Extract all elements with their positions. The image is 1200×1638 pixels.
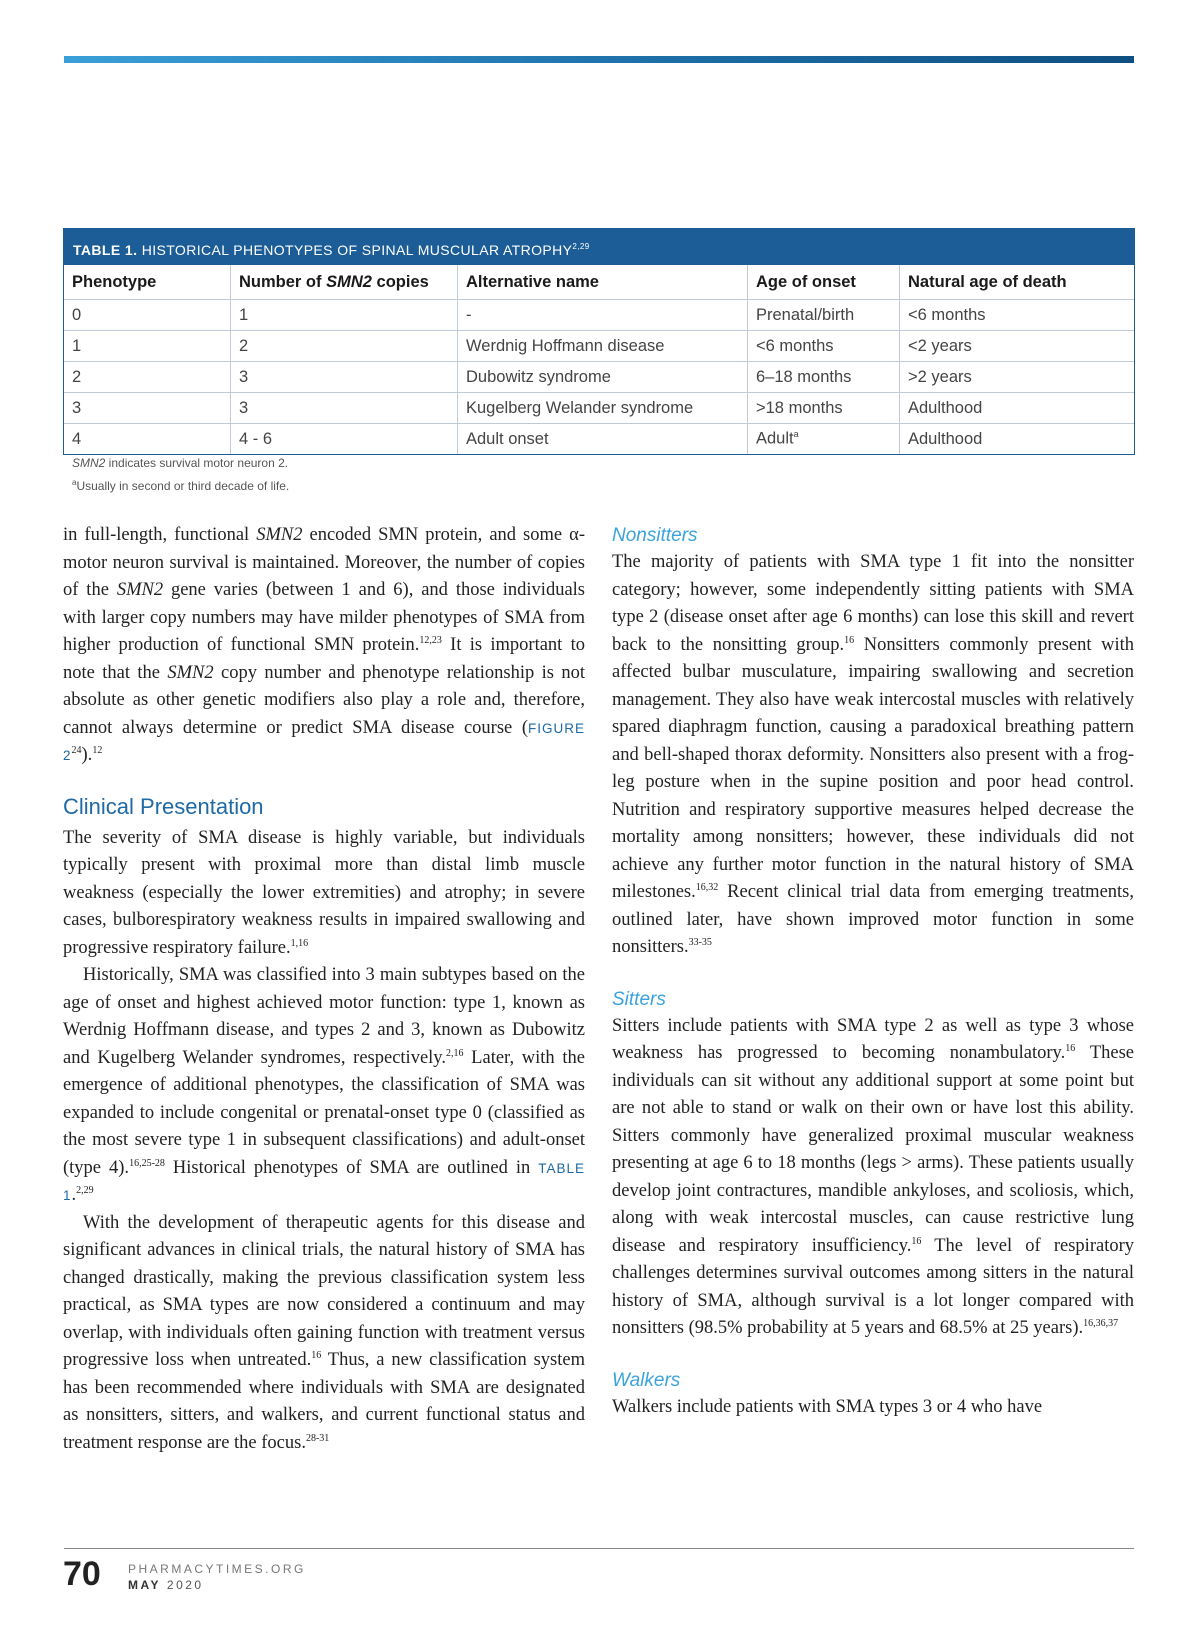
table-caption <box>64 229 1134 265</box>
subheading-walkers: Walkers <box>612 1369 681 1391</box>
cell: - <box>458 300 748 331</box>
section-heading: Clinical Presentation <box>63 793 264 819</box>
subheading-nonsitters: Nonsitters <box>612 525 698 546</box>
right-column <box>612 522 1134 1421</box>
issue-date: MAY 2020 <box>128 1578 204 1592</box>
cell: Adult onset <box>458 424 748 455</box>
cell: Adulthood <box>908 429 983 448</box>
cell: <6 months <box>748 331 900 362</box>
table-title-refs: 2,29 <box>572 242 590 251</box>
cell: 3 <box>64 393 231 424</box>
cell: 6–18 months <box>748 362 900 393</box>
cell: <6 months <box>900 300 1135 331</box>
cell: 0 <box>64 300 231 331</box>
paragraph: Sitters include patients with SMA type 2 as well as type 3 whose weakness has progressed to becoming nonambulatory.$^{16}$ These individuals can sit without any additional support at some point but are not able to stand or walk on their own or have lost this ability. Sitters commonly have generalized proximal muscular weakness presenting at age 6 to 18 months (legs > arms). These patients usually develop joint contractures, mandible ankyloses, and scoliosis, which, along with weak intercostal muscles, can cause restrictive lung disease and respiratory insufficiency.$^{16}$ The level of respiratory challenges determines survival outcomes among sitters in the natural history of SMA, although survival is a lot longer compared with nonsitters (98.5% probability at 5 years and 68.5% at 25 years).$^{16,36,37}$ <box>612 1015 1135 1338</box>
paragraph: Historically, SMA was classified into 3 main subtypes based on the age of onset and highest achieved motor function: type 1, known as Werdnig Hoffmann disease, and types 2 and 3, known as Dubowitz and Kugelberg Welander syndromes, respectively.$^{2,16}$ Later, with the emergence of additional phenotypes, the classification of SMA was expanded to include congenital or prenatal-onset type 0 (classified as the most severe type 1 in subsequent classifications) and adult-onset (type 4).$^{16,25-28}$ Historical phenotypes of SMA are outlined in TABLE 1.$^{2,29}$ <box>63 965 585 1205</box>
paragraph: The severity of SMA disease is highly variable, but individuals typically present with proximal more than distal limb muscle weakness (especially the lower extremities) and atrophy; in severe cases, bulborespiratory weakness results in impaired swallowing and progressive respiratory failure.$^{1,16}$ <box>63 827 585 958</box>
cell: Adult$^a$ <box>748 424 900 455</box>
page-number: 70 <box>63 1555 101 1593</box>
figure-2-link[interactable]: FIGURE 2 <box>63 720 585 763</box>
cell: <2 years <box>900 331 1135 362</box>
table-grid <box>64 265 1134 454</box>
table-label: TABLE 1. <box>73 242 138 258</box>
cell: 1 <box>64 331 231 362</box>
cell: 3 <box>231 393 458 424</box>
left-column <box>63 522 585 1457</box>
table-header-row <box>64 265 1134 300</box>
phenotype-table <box>63 228 1135 455</box>
col-onset: Age of onset <box>748 265 900 300</box>
table-title: HISTORICAL PHENOTYPES OF SPINAL MUSCULAR ATROPHY <box>141 242 573 258</box>
table-note-1: SMN2 indicates survival motor neuron 2. <box>72 456 289 470</box>
col-alt-name: Alternative name <box>458 265 748 300</box>
site-name: PHARMACYTIMES.ORG <box>128 1562 306 1576</box>
table-row <box>64 424 1134 455</box>
cell: Dubowitz syndrome <box>458 362 748 393</box>
table-row <box>64 362 1134 393</box>
footer-rule <box>64 1548 1134 1549</box>
cell: 3 <box>231 362 458 393</box>
table-row <box>64 331 1134 362</box>
cell: 2 <box>64 362 231 393</box>
cell: >18 months <box>748 393 900 424</box>
table-row <box>64 300 1134 331</box>
subheading-sitters: Sitters <box>612 988 666 1010</box>
table-note-2: $^a$Usually in second or third decade of life. <box>72 478 290 493</box>
cell: Werdnig Hoffmann disease <box>458 331 748 362</box>
paragraph: in full-length, functional SMN2 encoded SMN protein, and some α-motor neuron survival is maintained. Moreover, the number of copies of the SMN2 gene varies (between 1 and 6), and those individuals with larger copy numbers may have milder phenotypes of SMA from higher production of functional SMN protein.$^{12,23}$ It is important to note that the SMN2 copy number and phenotype relationship is not absolute as other genetic modifiers also play a role and, therefore, cannot always determine or predict SMA disease course (FIGURE $2^{24}).^{12}$ <box>63 525 585 765</box>
cell: 4 <box>64 424 231 455</box>
paragraph: With the development of therapeutic agents for this disease and significant advances in clinical trials, the natural history of SMA has changed drastically, making the previous classification system less practical, as SMA types are now considered a continuum and may overlap, with individuals often gaining function with treatment versus progressive loss when untreated.$^{16}$ Thus, a new classification system has been recommended where individuals with SMA are designated as nonsitters, sitters, and walkers, and current functional status and treatment response are the focus.$^{28-31}$ <box>63 1212 585 1453</box>
table-row <box>64 393 1134 424</box>
col-phenotype: Phenotype <box>64 265 231 300</box>
top-accent-bar <box>64 56 1134 63</box>
cell: Adulthood <box>900 393 1135 424</box>
cell: 4 - 6 <box>231 424 458 455</box>
paragraph: The majority of patients with SMA type 1 fit into the nonsitter category; however, some independently sitting patients with SMA type 2 (disease onset after age 6 months) can lose this skill and revert back to the nonsitting group.$^{16}$ Nonsitters commonly present with affected bulbar musculature, impairing swallowing and secretion management. They also have weak intercostal muscles with relatively spared diaphragm function, causing a paradoxical breathing pattern and bell-shaped thorax deformity. Nonsitters also present with a frog-leg posture when in the supine position and poor head control. Nutrition and respiratory supportive measures helped decrease the mortality among nonsitters; however, these individuals did not achieve any further motor function in the natural history of SMA milestones.$^{16,32}$ Recent clinical trial data from emerging treatments, outlined later, have shown improved motor function in some nonsitters.$^{33-35}$ <box>612 552 1134 957</box>
cell: Prenatal/birth <box>748 300 900 331</box>
cell: Kugelberg Welander syndrome <box>458 393 748 424</box>
cell: 2 <box>231 331 458 362</box>
paragraph: Walkers include patients with SMA types 3 or 4 who have <box>612 1396 1043 1417</box>
table-1-link[interactable]: TABLE 1 <box>63 1160 585 1203</box>
cell: >2 years <box>900 362 1135 393</box>
col-copies: Number of SMN2 copies <box>231 265 458 300</box>
col-death: Natural age of death <box>900 265 1135 300</box>
cell: 1 <box>231 300 458 331</box>
